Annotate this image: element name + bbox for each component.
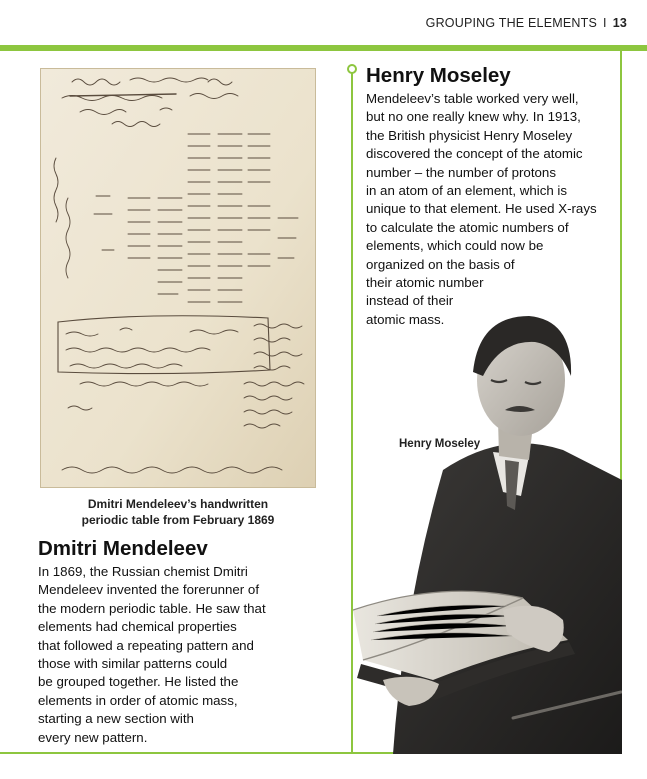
paragraph-line: those with similar patterns could <box>38 656 228 672</box>
paragraph-line: In 1869, the Russian chemist Dmitri <box>38 564 248 579</box>
manuscript-caption <box>40 496 316 528</box>
moseley-photo-caption: Henry Moseley <box>399 438 481 450</box>
paragraph-line: to calculate the atomic numbers of <box>366 219 569 235</box>
paragraph-line: number – the number of protons <box>366 164 556 180</box>
paragraph-line: Mendeleev invented the forerunner of <box>38 582 260 598</box>
page-number: 13 <box>612 16 627 30</box>
moseley-photo <box>353 280 622 754</box>
mendeleev-heading: Dmitri Mendeleev <box>38 537 208 560</box>
paragraph-line: organized on the basis of <box>366 256 515 272</box>
page-header <box>426 16 627 30</box>
paragraph-line: elements in order of atomic mass, <box>38 692 238 708</box>
header-separator: I <box>603 16 607 30</box>
paragraph-line: the British physicist Henry Moseley <box>366 127 573 143</box>
caption-line: periodic table from February 1869 <box>81 513 275 527</box>
paragraph-line: Mendeleev’s table worked very well, <box>366 91 579 106</box>
callout-pin-icon <box>347 64 357 74</box>
paragraph-line: atomic mass. <box>366 311 445 327</box>
mendeleev-manuscript-image <box>40 68 316 488</box>
paragraph-line: in an atom of an element, which is <box>366 183 568 199</box>
paragraph-line: elements had chemical properties <box>38 619 237 635</box>
moseley-heading: Henry Moseley <box>366 64 511 87</box>
paragraph-line: every new pattern. <box>38 729 148 745</box>
paragraph-line: unique to that element. He used X-rays <box>366 201 597 217</box>
mendeleev-paragraph <box>38 563 266 747</box>
section-title: GROUPING THE ELEMENTS <box>425 16 597 30</box>
paragraph-line: the modern periodic table. He saw that <box>38 600 266 616</box>
paragraph-line: their atomic number <box>366 275 484 291</box>
paragraph-line: be grouped together. He listed the <box>38 674 239 690</box>
paragraph-line: discovered the concept of the atomic <box>366 146 583 162</box>
paragraph-line: instead of their <box>366 293 454 309</box>
paragraph-line: that followed a repeating pattern and <box>38 637 254 653</box>
paragraph-line: starting a new section with <box>38 711 194 727</box>
caption-line: Dmitri Mendeleev’s handwritten <box>87 497 269 511</box>
paragraph-line: but no one really knew why. In 1913, <box>366 109 581 125</box>
moseley-paragraph <box>366 90 597 329</box>
paragraph-line: elements, which could now be <box>366 238 544 254</box>
